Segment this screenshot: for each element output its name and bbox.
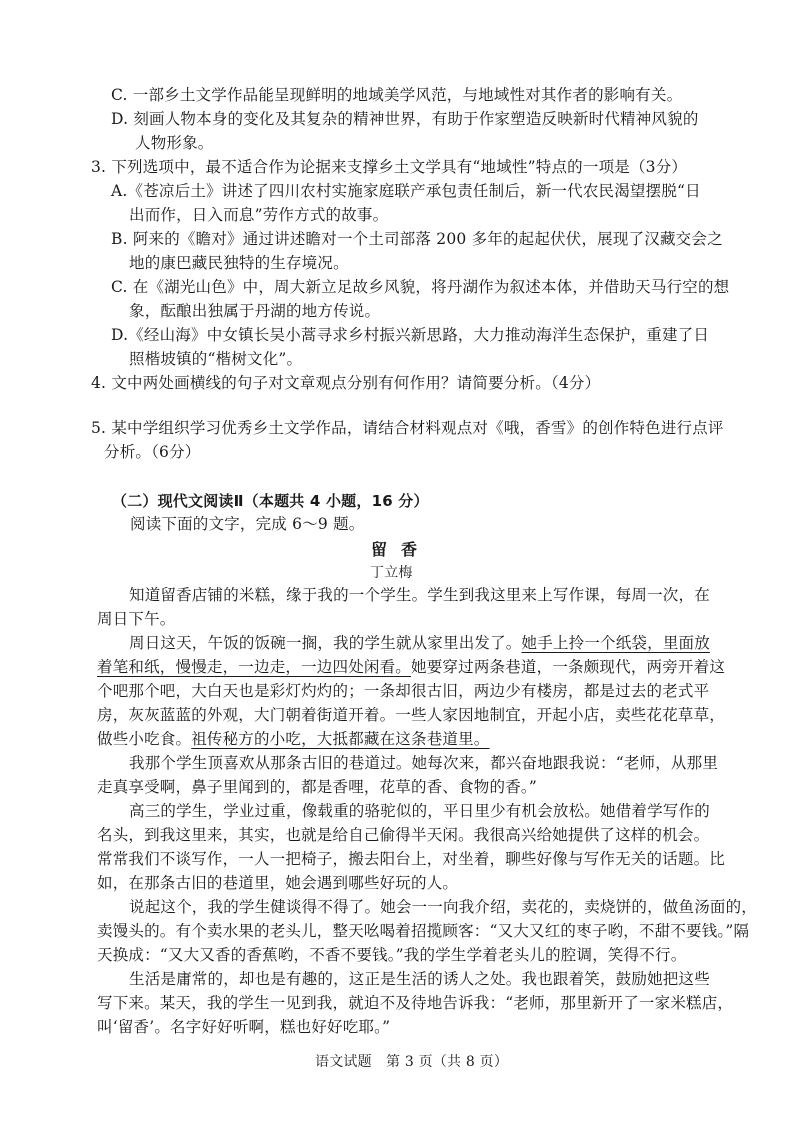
p2-line2 [97,657,725,677]
q2-option-c: C. 一部乡土文学作品能呈现鲜明的地域美学风范，与地域性对其作者的影响有关。 [111,86,683,104]
p1-line2: 周日下午。 [97,610,176,628]
p2-line3: 个吧那个吧，大白天也是彩灯灼灼的；一条却很古旧，两边少有楼房，都是过去的老式平 [97,682,710,700]
p4-line1: 高三的学生，学业过重，像载重的骆驼似的，平日里少有机会放松。她借着学写作的 [129,802,710,820]
p3-line2: 走真享受啊，鼻子里闻到的，都是香哩，花草的香、食物的香。” [97,778,537,796]
p5-line3: 天换成：“又大又香的香蕉哟，不香不要钱。”我的学生学着老头儿的腔调，笑得不行。 [97,946,687,964]
q5-stem-line1: 5. 某中学组织学习优秀乡土文学作品，请结合材料观点对《哦，香雪》的创作特色进行点评 [91,419,724,437]
q3-option-c-line1: C. 在《湖光山色》中，周大新立足故乡风貌，将丹湖作为叙述本体，并借助天马行空的想 [111,278,730,296]
section-heading: （二）现代文阅读Ⅱ（本题共 4 小题，16 分） [112,492,429,510]
q3-option-b-line2: 地的康巴藏民独特的生存境况。 [129,254,349,272]
page-footer: 语文试题 第 3 页（共 8 页） [315,1054,509,1070]
q3-option-c-line2: 象，酝酿出独属于丹湖的地方传说。 [129,302,381,320]
p2-line2-plain: 她要穿过两条巷道，一条颇现代，两旁开着这 [411,658,726,676]
p2-line4: 房，灰灰蓝蓝的外观，大门朝着街道开着。一些人家因地制宜，开起小店，卖些花花草草， [97,706,726,724]
q3-stem: 3. 下列选项中，最不适合作为论据来支撑乡土文学具有“地域性”特点的一项是（3分） [91,158,688,176]
q3-option-b-line1: B. 阿来的《瞻对》通过讲述瞻对一个土司部落 200 多年的起起伏伏，展现了汉藏交会之 [111,230,723,248]
q3-option-a-line1: A.《苍凉后土》讲述了四川农村实施家庭联产承包责任制后，新一代农民渴望摆脱“日 [111,182,701,200]
q3-option-d-line1: D.《经山海》中女镇长吴小蒿寻求乡村振兴新思路，大力推动海洋生态保护，重建了日 [111,326,710,344]
q3-option-a-line2: 出而作，日入而息”劳作方式的故事。 [129,206,389,224]
p2-line5-plain: 做些小吃食。 [97,730,192,748]
p2-line1 [129,633,710,653]
section-instruction: 阅读下面的文字，完成 6～9 题。 [130,515,365,533]
passage-author: 丁立梅 [370,565,413,581]
p1-line1: 知道留香店铺的米糕，缘于我的一个学生。学生到我这里来上写作课，每周一次，在 [129,586,710,604]
p2-line1-plain: 周日这天，午饭的饭碗一搁，我的学生就从家里出发了。 [129,634,522,652]
p6-line1: 生活是庸常的，却也是有趣的，这正是生活的诱人之处。我也跟着笑，鼓励她把这些 [129,970,710,988]
underlined-sentence-1-part2: 着笔和纸，慢慢走，一边走，一边四处闲看。 [97,658,412,676]
underlined-sentence-1-part1: 她手上拎一个纸袋，里面放 [521,634,710,652]
p4-line2: 名头，到我这里来，其实，也就是给自己偷得半天闲。我很高兴给她提供了这样的机会。 [97,826,710,844]
underlined-sentence-2: 祖传秘方的小吃，大抵都藏在这条巷道里。 [191,730,490,748]
q3-option-d-line2: 照楷坡镇的“楷树文化”。 [129,350,303,368]
p5-line1: 说起这个，我的学生健谈得不得了。她会一一向我介绍，卖花的，卖烧饼的，做鱼汤面的， [129,898,758,916]
q2-option-d-line1: D. 刻画人物本身的变化及其复杂的精神世界，有助于作家塑造反映新时代精神风貌的 [111,110,699,128]
p2-line5 [97,729,490,749]
p3-line1: 我那个学生顶喜欢从那条古旧的巷道过。她每次来，都兴奋地跟我说：“老师，从那里 [129,754,719,772]
p6-line2: 写下来。某天，我的学生一见到我，就迫不及待地告诉我：“老师，那里新开了一家米糕店， [97,994,734,1012]
q5-stem-line2: 分析。（6分） [104,443,201,461]
passage-title: 留香 [371,540,432,559]
q4-stem: 4. 文中两处画横线的句子对文章观点分别有何作用？请简要分析。（4分） [91,374,601,392]
p6-line3: 叫‘留香’。名字好好听啊，糕也好好吃耶。” [97,1018,391,1036]
p5-line2: 卖馒头的。有个卖水果的老头儿，整天吆喝着招揽顾客：“又大又红的枣子哟，不甜不要钱。”隔 [97,922,750,940]
q2-option-d-line2: 人物形象。 [135,134,214,152]
p4-line3: 常常我们不谈写作，一人一把椅子，搬去阳台上，对坐着，聊些好像与写作无关的话题。比 [97,850,726,868]
p4-line4: 如，在那条古旧的巷道里，她会遇到哪些好玩的人。 [97,874,459,892]
